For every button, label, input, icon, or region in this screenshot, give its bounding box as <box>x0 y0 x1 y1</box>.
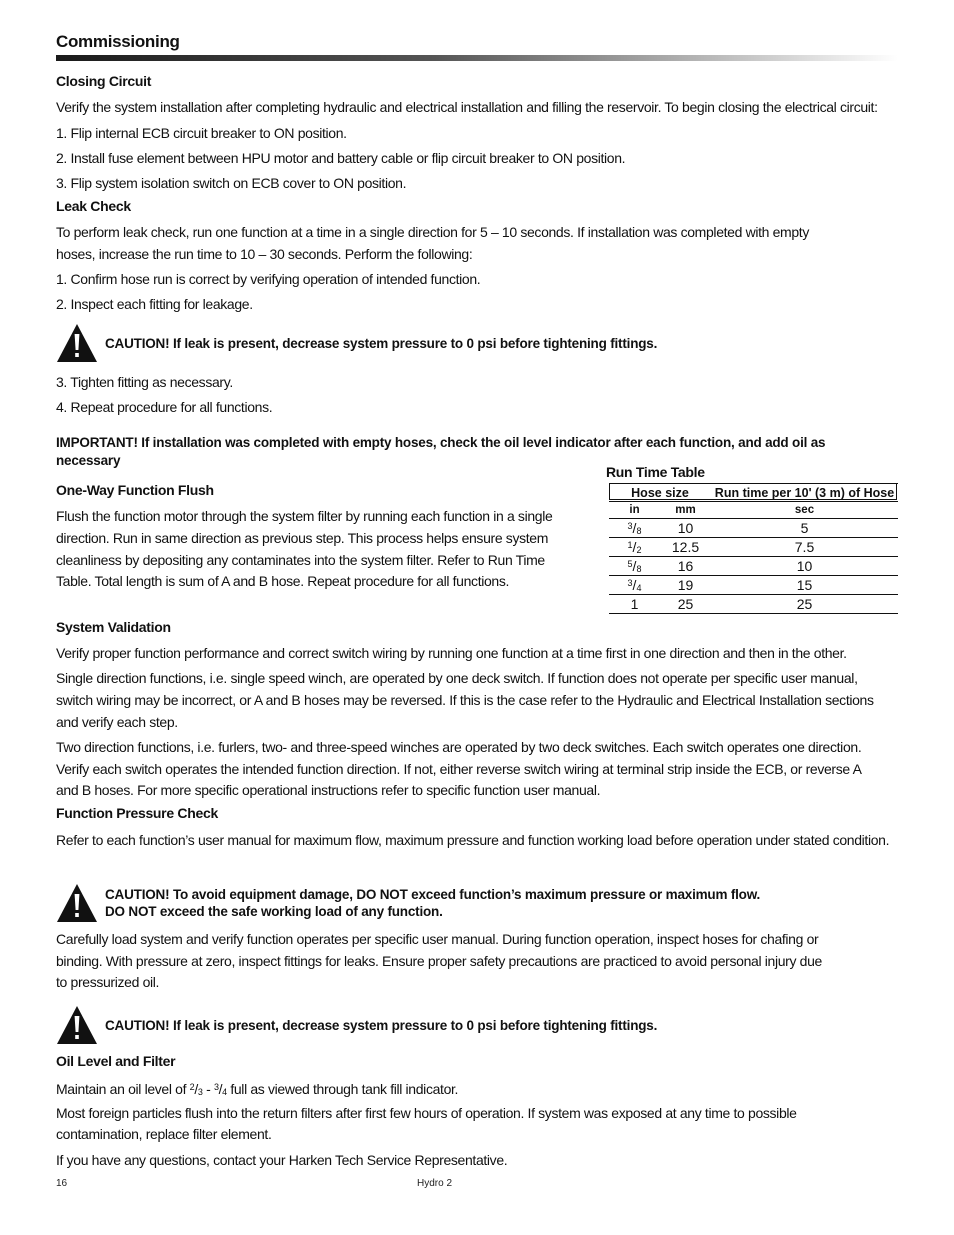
pressure-heading: Function Pressure Check <box>56 805 218 821</box>
important-note: IMPORTANT! If installation was completed with empty hoses, check the oil level indicator after each function, and add oil as <box>56 435 826 450</box>
caution-pressure-text: DO NOT exceed the safe working load of any function. <box>105 904 443 919</box>
flush-paragraph-line: direction. Run in same direction as previous step. This process helps ensure system <box>56 530 549 546</box>
closing-circuit-step: 3. Flip system isolation switch on ECB cover to ON position. <box>56 175 407 191</box>
cell-sec: 7.5 <box>711 538 898 557</box>
leak-check-heading: Leak Check <box>56 198 131 214</box>
validation-paragraph-line: Single direction functions, i.e. single speed winch, are operated by one deck switch. If function does not operate per specific user manual, <box>56 670 858 686</box>
closing-circuit-step: 2. Install fuse element between HPU motor and battery cable or flip circuit breaker to ON position. <box>56 150 626 166</box>
title-rule <box>56 55 898 61</box>
validation-paragraph-line: and verify each step. <box>56 714 178 730</box>
warning-icon <box>56 883 98 923</box>
validation-heading: System Validation <box>56 619 171 635</box>
cell-mm: 19 <box>660 576 711 595</box>
page-number: 16 <box>56 1178 68 1189</box>
cell-mm: 16 <box>660 557 711 576</box>
oil-contact-paragraph: If you have any questions, contact your Harken Tech Service Representative. <box>56 1152 508 1168</box>
table-units-row <box>609 502 898 519</box>
cell-in: $^3/_8$ <box>609 519 660 538</box>
leak-check-step: 3. Tighten fitting as necessary. <box>56 374 233 390</box>
unit-mm: mm <box>660 502 711 519</box>
table-row <box>609 557 898 576</box>
leak-check-step: 1. Confirm hose run is correct by verifying operation of intended function. <box>56 271 481 287</box>
cell-in: 1 <box>609 595 660 614</box>
header-run-time: Run time per 10' (3 m) of Hose <box>711 484 898 502</box>
cell-sec: 25 <box>711 595 898 614</box>
validation-paragraph-line: and B hoses. For more specific operational instructions refer to specific function user manual. <box>56 782 601 798</box>
table-row <box>609 519 898 538</box>
pressure-paragraph-line: to pressurized oil. <box>56 974 160 990</box>
leak-check-intro: hoses, increase the run time to 10 – 30 seconds. Perform the following: <box>56 246 473 262</box>
unit-sec: sec <box>711 502 898 519</box>
closing-circuit-step: 1. Flip internal ECB circuit breaker to ON position. <box>56 125 347 141</box>
oil-level-paragraph: Maintain an oil level of $^2/_3 - ^3/_4$ full as viewed through tank fill indicator. <box>56 1081 459 1097</box>
table-header-row <box>609 484 898 502</box>
pressure-paragraph: Refer to each function’s user manual for maximum flow, maximum pressure and function working load before operation under stated condition. <box>56 832 890 848</box>
validation-paragraph: Verify proper function performance and correct switch wiring by running one function at a time first in one direction and then in the other. <box>56 645 847 661</box>
oil-paragraph-line: contamination, replace filter element. <box>56 1126 272 1142</box>
cell-sec: 5 <box>711 519 898 538</box>
warning-icon <box>56 1005 98 1045</box>
oil-heading: Oil Level and Filter <box>56 1053 176 1069</box>
cell-mm: 10 <box>660 519 711 538</box>
cell-sec: 15 <box>711 576 898 595</box>
pressure-paragraph-line: binding. With pressure at zero, inspect fittings for leaks. Ensure proper safety precautions are practiced to avoid personal injury due <box>56 953 822 969</box>
flush-paragraph-line: Flush the function motor through the system filter by running each function in a single <box>56 508 553 524</box>
cell-mm: 25 <box>660 595 711 614</box>
caution-leak-text: CAUTION! If leak is present, decrease system pressure to 0 psi before tightening fittings. <box>105 1018 658 1033</box>
important-note-continued: necessary <box>56 453 121 468</box>
warning-icon <box>56 323 98 363</box>
header-hose-size: Hose size <box>609 484 711 502</box>
validation-paragraph-line: switch wiring may be incorrect, or A and B hoses may be reversed. If this is the case refer to the Hydraulic and Electrical Installation sections <box>56 692 874 708</box>
run-time-table <box>609 483 898 614</box>
cell-in: $^1/_2$ <box>609 538 660 557</box>
table-row <box>609 576 898 595</box>
leak-check-step: 2. Inspect each fitting for leakage. <box>56 296 253 312</box>
caution-leak-text: CAUTION! If leak is present, decrease system pressure to 0 psi before tightening fittings. <box>105 336 658 351</box>
caution-pressure-text: CAUTION! To avoid equipment damage, DO NOT exceed function’s maximum pressure or maximum flow. <box>105 887 761 902</box>
closing-circuit-intro: Verify the system installation after completing hydraulic and electrical installation and filling the reservoir. To begin closing the electrical circuit: <box>56 99 878 115</box>
validation-paragraph-line: Two direction functions, i.e. furlers, two- and three-speed winches are operated by two deck switches. Each switch operates one direction. <box>56 739 862 755</box>
flush-heading: One-Way Function Flush <box>56 482 214 498</box>
pressure-paragraph-line: Carefully load system and verify function operates per specific user manual. During function operation, inspect hoses for chafing or <box>56 931 819 947</box>
document-name: Hydro 2 <box>417 1178 453 1189</box>
closing-circuit-heading: Closing Circuit <box>56 73 152 89</box>
table-row <box>609 595 898 614</box>
cell-mm: 12.5 <box>660 538 711 557</box>
page-title: Commissioning <box>56 32 180 51</box>
oil-paragraph-line: Most foreign particles flush into the return filters after first few hours of operation. If system was exposed at any time to possible <box>56 1105 797 1121</box>
cell-in: $^3/_4$ <box>609 576 660 595</box>
run-time-table-title: Run Time Table <box>606 464 705 480</box>
unit-in: in <box>609 502 660 519</box>
cell-sec: 10 <box>711 557 898 576</box>
flush-paragraph-line: cleanliness by depositing any contaminates into the system filter. Refer to Run Time <box>56 552 545 568</box>
table-row <box>609 538 898 557</box>
flush-paragraph-line: Table. Total length is sum of A and B hose. Repeat procedure for all functions. <box>56 573 510 589</box>
leak-check-step: 4. Repeat procedure for all functions. <box>56 399 273 415</box>
cell-in: $^5/_8$ <box>609 557 660 576</box>
leak-check-intro: To perform leak check, run one function at a time in a single direction for 5 – 10 seconds. If installation was completed with empty <box>56 224 809 240</box>
validation-paragraph-line: Verify each switch operates the intended function direction. If not, either reverse switch wiring at terminal strip inside the ECB, or reverse A <box>56 761 862 777</box>
